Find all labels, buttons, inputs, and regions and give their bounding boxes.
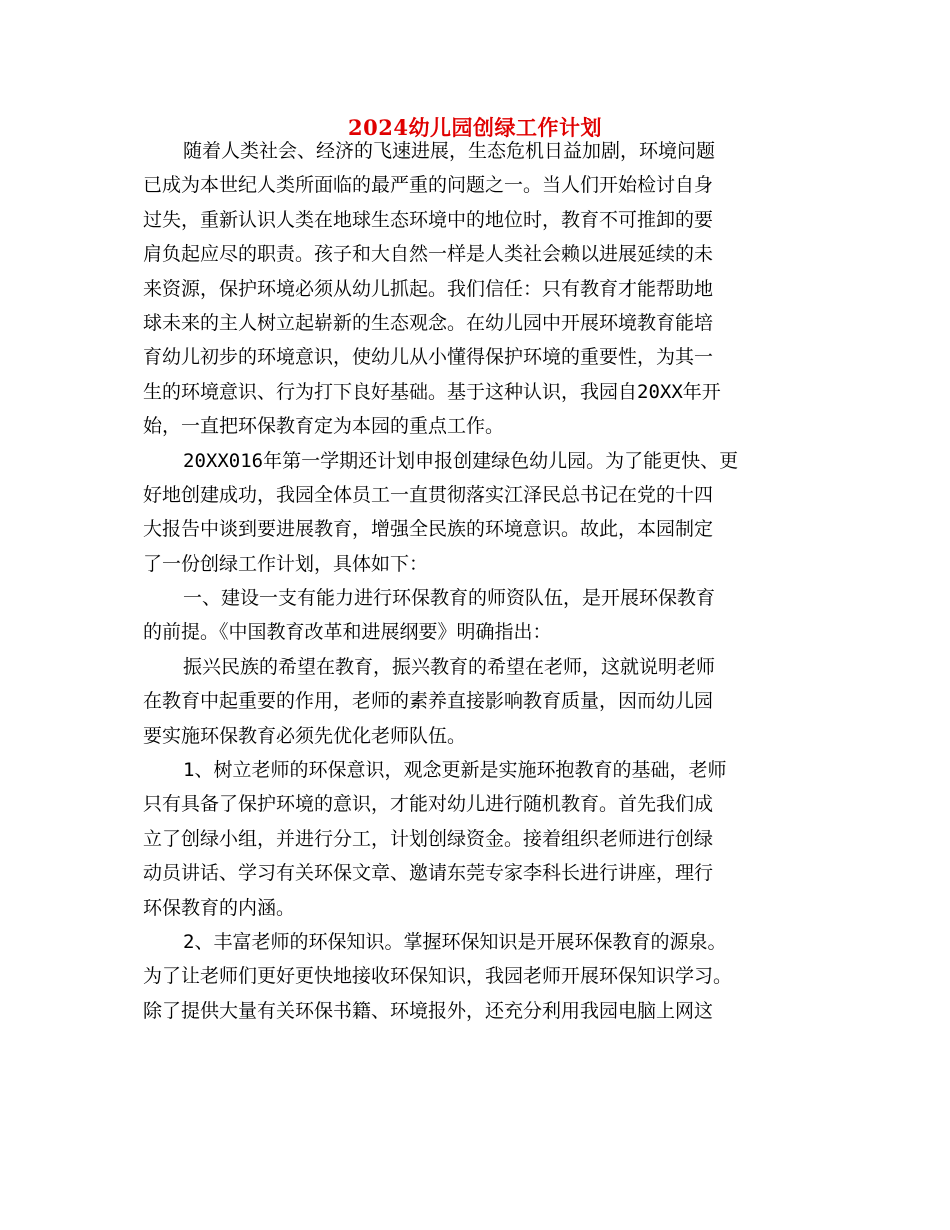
body-line: 已成为本世纪人类所面临的最严重的问题之一。当人们开始检讨自身 xyxy=(143,174,714,197)
body-line: 除了提供大量有关环保书籍、环境报外，还充分利用我园电脑上网这 xyxy=(143,999,714,1022)
body-line: 过失，重新认识人类在地球生态环境中的地位时，教育不可推卸的要 xyxy=(143,208,714,231)
body-line: 来资源，保护环境必须从幼儿抓起。我们信任：只有教育才能帮助地 xyxy=(143,277,714,300)
document-body xyxy=(143,134,811,1028)
body-line: 了一份创绿工作计划，具体如下： xyxy=(143,552,429,575)
body-line: 始，一直把环保教育定为本园的重点工作。 xyxy=(143,415,505,438)
body-line: 在教育中起重要的作用，老师的素养直接影响教育质量，因而幼儿园 xyxy=(143,690,714,713)
body-line: 育幼儿初步的环境意识，使幼儿从小懂得保护环境的重要性，为其一 xyxy=(143,346,714,369)
body-line: 一、建设一支有能力进行环保教育的师资队伍，是开展环保教育 xyxy=(183,587,716,610)
body-line: 环保教育的内涵。 xyxy=(143,896,296,919)
body-line: 大报告中谈到要进展教育，增强全民族的环境意识。故此，本园制定 xyxy=(143,518,714,541)
body-line: 2、丰富老师的环保知识。掌握环保知识是开展环保教育的源泉。 xyxy=(183,930,727,953)
body-line: 只有具备了保护环境的意识，才能对幼儿进行随机教育。首先我们成 xyxy=(143,793,714,816)
document-title: 2024幼儿园创绿工作计划 xyxy=(348,115,602,140)
body-line: 随着人类社会、经济的飞速进展，生态危机日益加剧，环境问题 xyxy=(183,140,716,162)
body-line: 为了让老师们更好更快地接收环保知识，我园老师开展环保知识学习。 xyxy=(143,965,733,988)
body-line: 球未来的主人树立起崭新的生态观念。在幼儿园中开展环境教育能培 xyxy=(143,311,714,334)
body-line: 动员讲话、学习有关环保文章、邀请东莞专家李科长进行讲座，理行 xyxy=(143,862,714,885)
body-line: 1、树立老师的环保意识，观念更新是实施环抱教育的基础，老师 xyxy=(183,759,727,782)
body-line: 好地创建成功，我园全体员工一直贯彻落实江泽民总书记在党的十四 xyxy=(143,483,714,506)
body-line: 生的环境意识、行为打下良好基础。基于这种认识，我园自20XX年开 xyxy=(143,380,721,403)
body-line: 的前提。《中国教育改革和进展纲要》明确指出： xyxy=(143,621,552,644)
body-line: 20XX016年第一学期还计划申报创建绿色幼儿园。为了能更快、更 xyxy=(183,449,739,472)
body-line: 振兴民族的希望在教育，振兴教育的希望在老师，这就说明老师 xyxy=(183,655,716,678)
body-line: 肩负起应尽的职责。孩子和大自然一样是人类社会赖以进展延续的未 xyxy=(143,243,714,266)
body-line: 立了创绿小组，并进行分工，计划创绿资金。接着组织老师进行创绿 xyxy=(143,827,714,850)
body-line: 要实施环保教育必须先优化老师队伍。 xyxy=(143,724,467,747)
